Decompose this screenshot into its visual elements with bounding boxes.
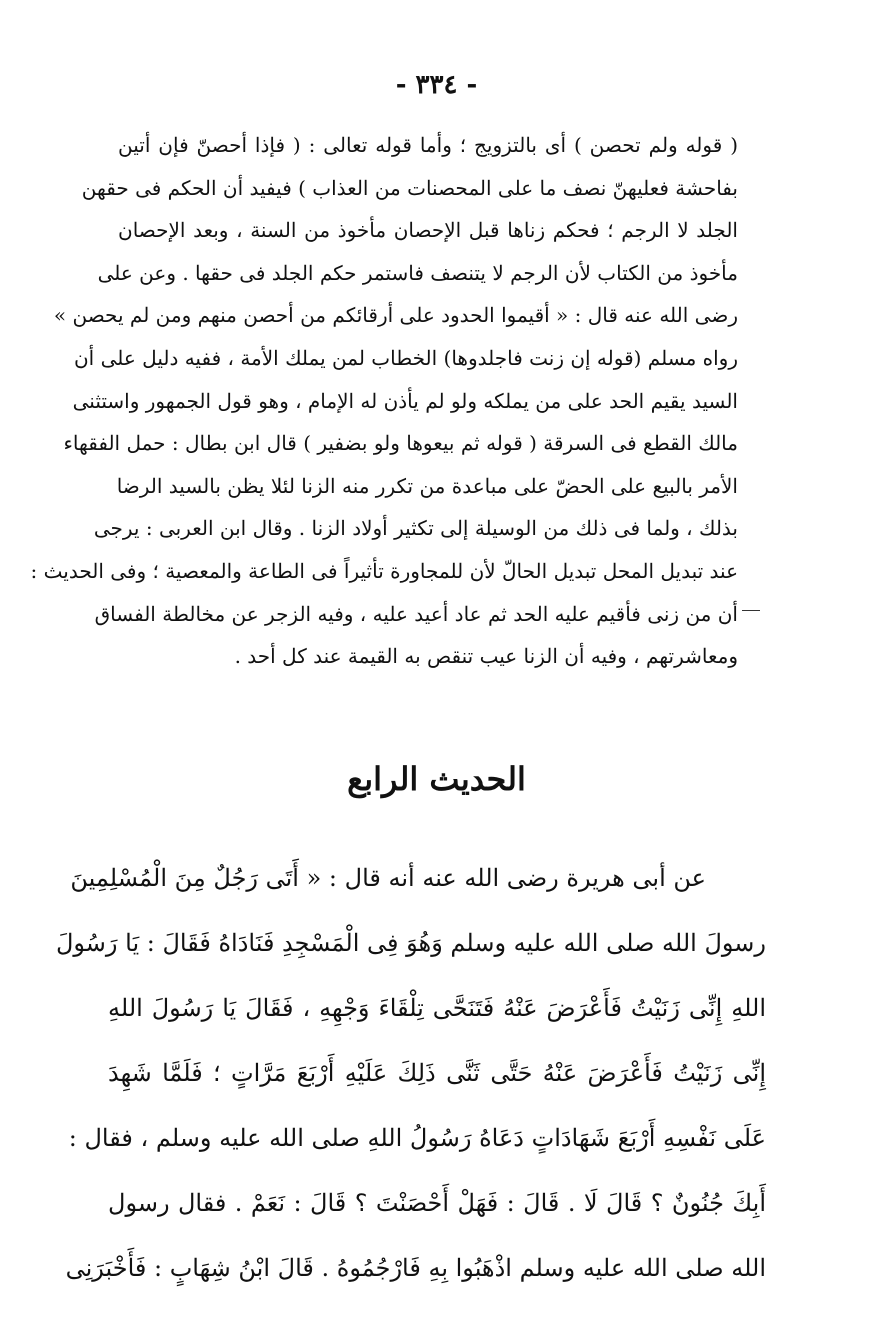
hadith-line: عن أبى هريرة رضى الله عنه أنه قال : « أَتَى رَجُلٌ مِنَ الْمُسْلِمِينَ [70, 864, 706, 892]
hadith-line: الله صلى الله عليه وسلم اذْهَبُوا بِهِ فَارْجُمُوهُ . قَالَ ابْنُ شِهَابٍ : فَأَخْبَرَنِى [65, 1254, 766, 1282]
margin-mark [742, 610, 760, 611]
hadith-block [55, 846, 766, 1301]
page-number: - ٣٣٤ - [395, 70, 478, 100]
commentary-line: ( قوله ولم تحصن ) أى بالتزويج ؛ وأما قوله تعالى : ( فإذا أحصنّ فإن أتين [118, 133, 738, 157]
commentary-line: ومعاشرتهم ، وفيه أن الزنا عيب تنقص به القيمة عند كل أحد . [234, 644, 738, 669]
commentary-line: مالك القطع فى السرقة ( قوله ثم بيعوها ولو بضفير ) قال ابن بطال : حمل الفقهاء [63, 431, 738, 456]
hadith-line: أَبِكَ جُنُونٌ ؟ قَالَ لَا . قَالَ : فَهَلْ أَحْصَنْتَ ؟ قَالَ : نَعَمْ . فقال رسول [108, 1189, 766, 1217]
commentary-line: الجلد لا الرجم ؛ فحكم زناها قبل الإحصان مأخوذ من السنة ، وبعد الإحصان [118, 218, 738, 243]
commentary-line: رضى الله عنه قال : « أقيموا الحدود على أرقائكم من أحصن منهم ومن لم يحصن » [53, 303, 738, 328]
hadith-line: رسولَ الله صلى الله عليه وسلم وَهُوَ فِى الْمَسْجِدِ فَنَادَاهُ فَقَالَ : يَا رَسُولَ [55, 929, 766, 957]
commentary-line: رواه مسلم (قوله إن زنت فاجلدوها) الخطاب لمن يملك الأمة ، ففيه دليل على أن [73, 345, 738, 370]
commentary-line: عند تبديل المحل تبديل الحالّ لأن للمجاورة تأثيراً فى الطاعة والمعصية ؛ وفى الحديث : [30, 558, 738, 583]
section-title: الحديث الرابع [347, 760, 526, 798]
commentary-block [30, 124, 738, 678]
commentary-line: السيد يقيم الحد على من يملكه ولو لم يأذن له الإمام ، وهو قول الجمهور واستثنى [72, 388, 738, 413]
commentary-line: الأمر بالبيع على الحضّ على مباعدة من تكرر منه الزنا لئلا يظن بالسيد الرضا [116, 473, 738, 498]
commentary-line: مأخوذ من الكتاب لأن الرجم لا يتنصف فاستمر حكم الجلد فى حقها . وعن على [97, 260, 738, 285]
commentary-line: أن من زنى فأقيم عليه الحد ثم عاد أعيد عليه ، وفيه الزجر عن مخالطة الفساق [94, 601, 738, 626]
commentary-line: بذلك ، ولما فى ذلك من الوسيلة إلى تكثير أولاد الزنا . وقال ابن العربى : يرجى [93, 516, 738, 541]
commentary-line: بفاحشة فعليهنّ نصف ما على المحصنات من العذاب ) فيفيد أن الحكم فى حقهن [81, 175, 738, 200]
hadith-line: اللهِ إِنِّى زَنَيْتُ فَأَعْرَضَ عَنْهُ فَتَنَحَّى تِلْقَاءَ وَجْهِهِ ، فَقَالَ يَا رَسُولَ اللهِ [108, 994, 766, 1022]
hadith-line: عَلَى نَفْسِهِ أَرْبَعَ شَهَادَاتٍ دَعَاهُ رَسُولُ اللهِ صلى الله عليه وسلم ، فقال : [68, 1124, 766, 1152]
hadith-line: إِنِّى زَنَيْتُ فَأَعْرَضَ عَنْهُ حَتَّى ثَنَّى ذَلِكَ عَلَيْهِ أَرْبَعَ مَرَّاتٍ ؛ فَلَمَّا شَهِدَ [108, 1059, 766, 1087]
